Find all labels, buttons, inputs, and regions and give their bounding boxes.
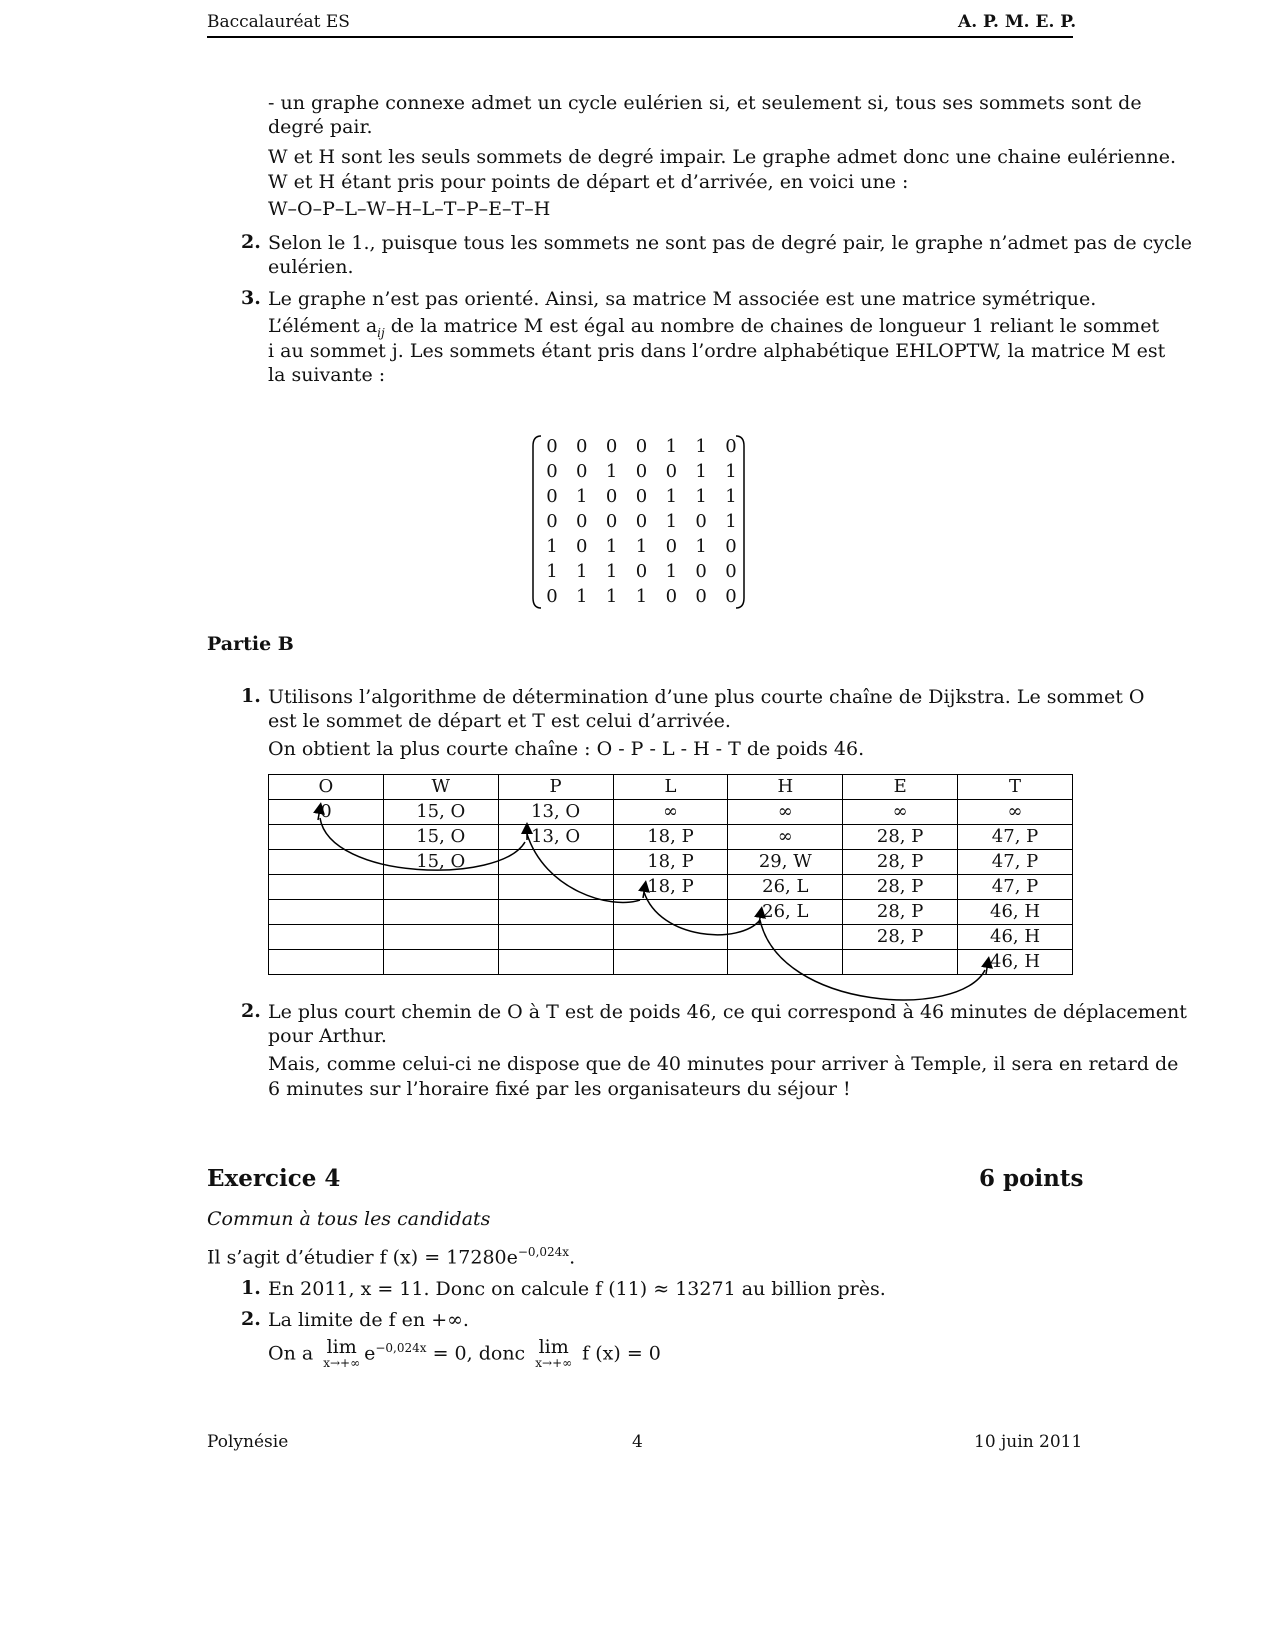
dijkstra-cell: 18, P (613, 875, 728, 900)
matrix-cell: 0 (605, 511, 618, 532)
item3-line1: Le graphe n’est pas orienté. Ainsi, sa matrice M associée est une matrice symétrique. (268, 288, 1097, 310)
matrix-cell: 0 (546, 486, 558, 507)
matrix-cell: 0 (576, 436, 588, 457)
matrix-cell: 1 (605, 461, 618, 482)
item2-line1: Selon le 1., puisque tous les sommets ne sont pas de degré pair, le graphe n’admet pas de cycle (268, 232, 1192, 254)
matrix-cell: 1 (605, 586, 618, 607)
matrix-cell: 1 (546, 561, 558, 582)
dijkstra-cell: 47, P (958, 850, 1073, 875)
limit-operator-2 (535, 1336, 572, 1368)
limit-a: On a (268, 1342, 314, 1365)
arrow-P-to-L (527, 834, 640, 902)
item2-line2: eulérien. (268, 256, 354, 278)
matrix-cell: 0 (665, 536, 678, 557)
limit-sub-2: x→+∞ (535, 1356, 573, 1370)
matrix-cell: 1 (546, 536, 558, 557)
matrix-cell: 1 (605, 561, 618, 582)
dijkstra-cell: 28, P (843, 850, 958, 875)
matrix-cell: 0 (546, 511, 558, 532)
dijkstra-cell: 18, P (613, 825, 728, 850)
partA-line2: degré pair. (268, 116, 373, 138)
dijkstra-cell: 15, O (383, 850, 498, 875)
matrix-cell: 1 (695, 461, 707, 482)
matrix-cell: 0 (546, 461, 558, 482)
matrix-cell: 1 (635, 536, 648, 557)
dijkstra-cell: 13, O (498, 825, 613, 850)
dijkstra-cell: 46, H (958, 900, 1073, 925)
partB-item2-line2: pour Arthur. (268, 1025, 387, 1047)
matrix-cell: 1 (665, 511, 678, 532)
matrix-cell: 0 (546, 586, 558, 607)
matrix-cell: 1 (665, 486, 678, 507)
dijkstra-cell: 47, P (958, 825, 1073, 850)
dijkstra-cell: ∞ (958, 800, 1073, 825)
item3-line3: i au sommet j. Les sommets étant pris dans l’ordre alphabétique EHLOPTW, la matrice M est (268, 340, 1166, 362)
partA-line1: - un graphe connexe admet un cycle eulérien si, et seulement si, tous ses sommets sont de (268, 92, 1142, 114)
partB-item2-line1: Le plus court chemin de O à T est de poids 46, ce qui correspond à 46 minutes de déplacement (268, 1001, 1187, 1023)
matrix-cell: 0 (695, 561, 707, 582)
dijkstra-header-cell: L (613, 775, 728, 800)
page-number: 4 (632, 1432, 643, 1452)
partB-item2-number: 2. (241, 1000, 261, 1022)
dijkstra-header-cell: E (843, 775, 958, 800)
ex4-subtitle: Commun à tous les candidats (207, 1208, 491, 1230)
limit-operator-1 (323, 1336, 360, 1368)
ex4-intro-exponent: −0,024x (517, 1245, 570, 1259)
partB-item2-line4: 6 minutes sur l’horaire fixé par les organisateurs du séjour ! (268, 1078, 851, 1100)
arrow-T-head (986, 962, 988, 974)
limit-word-1: lim (326, 1336, 357, 1358)
matrix-cell: 0 (635, 561, 648, 582)
ex4-intro-a: Il s’agit d’étudier f (x) = 17280e (207, 1246, 518, 1269)
header-right: A. P. M. E. P. (958, 12, 1077, 32)
partB-item1-line2: est le sommet de départ et T est celui d’arrivée. (268, 710, 731, 732)
matrix-cell: 0 (725, 536, 737, 557)
matrix-cell: 0 (635, 511, 648, 532)
matrix-cell: 1 (695, 486, 707, 507)
dijkstra-cell: ∞ (613, 800, 728, 825)
matrix-cell: 1 (725, 486, 737, 507)
partB-item1-line3: On obtient la plus courte chaîne : O - P - L - H - T de poids 46. (268, 738, 865, 760)
dijkstra-cell: 13, O (498, 800, 613, 825)
dijkstra-cell: ∞ (728, 800, 843, 825)
ex4-item1: En 2011, x = 11. Donc on calcule f (11) ≈ 13271 au billion près. (268, 1278, 886, 1300)
matrix-cell: 0 (576, 461, 588, 482)
euler-chain: W–O–P–L–W–H–L–T–P–E–T–H (268, 198, 551, 220)
dijkstra-cell: 26, L (728, 900, 843, 925)
limit-line (268, 1336, 661, 1368)
matrix-cell: 1 (576, 561, 588, 582)
matrix-cell: 0 (725, 586, 737, 607)
dijkstra-header-cell: H (728, 775, 843, 800)
limit-c: = 0, donc (426, 1342, 526, 1365)
matrix-cell: 0 (546, 436, 558, 457)
partB-item1-line1: Utilisons l’algorithme de détermination d’une plus courte chaîne de Dijkstra. Le sommet O (268, 686, 1145, 708)
matrix-cell: 0 (605, 486, 618, 507)
matrix-cell: 0 (725, 436, 737, 457)
dijkstra-cell: 47, P (958, 875, 1073, 900)
limit-exponent: −0,024x (375, 1341, 427, 1355)
limit-d: f (x) = 0 (576, 1342, 661, 1365)
item3-number: 3. (241, 287, 261, 309)
ex4-points: 6 points (979, 1165, 1084, 1192)
matrix-cell: 0 (576, 536, 588, 557)
arrow-L-head (643, 886, 645, 898)
matrix-cell: 0 (665, 461, 678, 482)
dijkstra-cell: 28, P (843, 925, 958, 950)
matrix-cell: 0 (695, 511, 707, 532)
matrix-cell: 0 (725, 561, 737, 582)
dijkstra-cell: 46, H (958, 950, 1073, 975)
dijkstra-cell: 15, O (383, 800, 498, 825)
partB-item2-line3: Mais, comme celui-ci ne dispose que de 40 minutes pour arriver à Temple, il sera en retard de (268, 1053, 1179, 1075)
item3-line4: la suivante : (268, 364, 386, 386)
matrix-cell: 1 (725, 511, 737, 532)
matrix-cell: 0 (635, 461, 648, 482)
item2-number: 2. (241, 231, 261, 253)
arrow-H-to-T (760, 920, 985, 1000)
ex4-item1-number: 1. (241, 1277, 261, 1299)
footer-right: 10 juin 2011 (974, 1432, 1083, 1452)
limit-sub-1: x→+∞ (323, 1356, 361, 1370)
dijkstra-header-cell: T (958, 775, 1073, 800)
matrix-cell: 1 (665, 561, 678, 582)
dijkstra-cell: ∞ (728, 825, 843, 850)
dijkstra-header-cell: W (383, 775, 498, 800)
dijkstra-cell: 29, W (728, 850, 843, 875)
matrix-cell: 1 (725, 461, 737, 482)
header-left: Baccalauréat ES (207, 12, 350, 32)
arrow-L-to-H (644, 892, 760, 935)
partB-item1-number: 1. (241, 685, 261, 707)
ex4-intro-b: . (569, 1246, 576, 1269)
ex4-title: Exercice 4 (207, 1165, 341, 1192)
dijkstra-header-cell: O (269, 775, 384, 800)
limit-b: e (364, 1342, 376, 1365)
footer-left: Polynésie (207, 1432, 289, 1452)
matrix-cell: 1 (695, 536, 707, 557)
partA-line3: W et H sont les seuls sommets de degré impair. Le graphe admet donc une chaine eulérienne. (268, 146, 1177, 168)
ex4-item2-line1: La limite de f en +∞. (268, 1309, 469, 1331)
aij-subscript: ij (377, 325, 385, 340)
partB-title: Partie B (207, 633, 294, 655)
matrix-cell: 1 (576, 586, 588, 607)
dijkstra-cell: 18, P (613, 850, 728, 875)
matrix-cell: 1 (665, 436, 678, 457)
dijkstra-cell: 26, L (728, 875, 843, 900)
dijkstra-cell: ∞ (843, 800, 958, 825)
matrix-cell: 0 (635, 486, 648, 507)
matrix-cell: 0 (576, 511, 588, 532)
matrix-cell: 1 (635, 586, 648, 607)
matrix-cell: 0 (635, 436, 648, 457)
ex4-intro (207, 1240, 575, 1269)
item3-line2-b: de la matrice M est égal au nombre de chaines de longueur 1 reliant le sommet (384, 315, 1160, 337)
ex4-item2-number: 2. (241, 1308, 261, 1330)
dijkstra-cell: 28, P (843, 900, 958, 925)
dijkstra-cell: 0 (269, 800, 384, 825)
arrow-O-to-P (320, 818, 525, 870)
matrix-cell: 0 (605, 436, 618, 457)
dijkstra-cell: 28, P (843, 875, 958, 900)
dijkstra-header-cell: P (498, 775, 613, 800)
matrix-cell: 1 (695, 436, 707, 457)
matrix-cell: 1 (576, 486, 588, 507)
matrix-cell: 1 (605, 536, 618, 557)
dijkstra-cell: 15, O (383, 825, 498, 850)
dijkstra-cell: 46, H (958, 925, 1073, 950)
limit-word-2: lim (538, 1336, 569, 1358)
partA-line4: W et H étant pris pour points de départ et d’arrivée, en voici une : (268, 171, 909, 193)
dijkstra-cell: 28, P (843, 825, 958, 850)
item3-line2-a: L’élément a (268, 315, 378, 337)
matrix-cell: 0 (695, 586, 707, 607)
matrix-cell: 0 (665, 586, 678, 607)
